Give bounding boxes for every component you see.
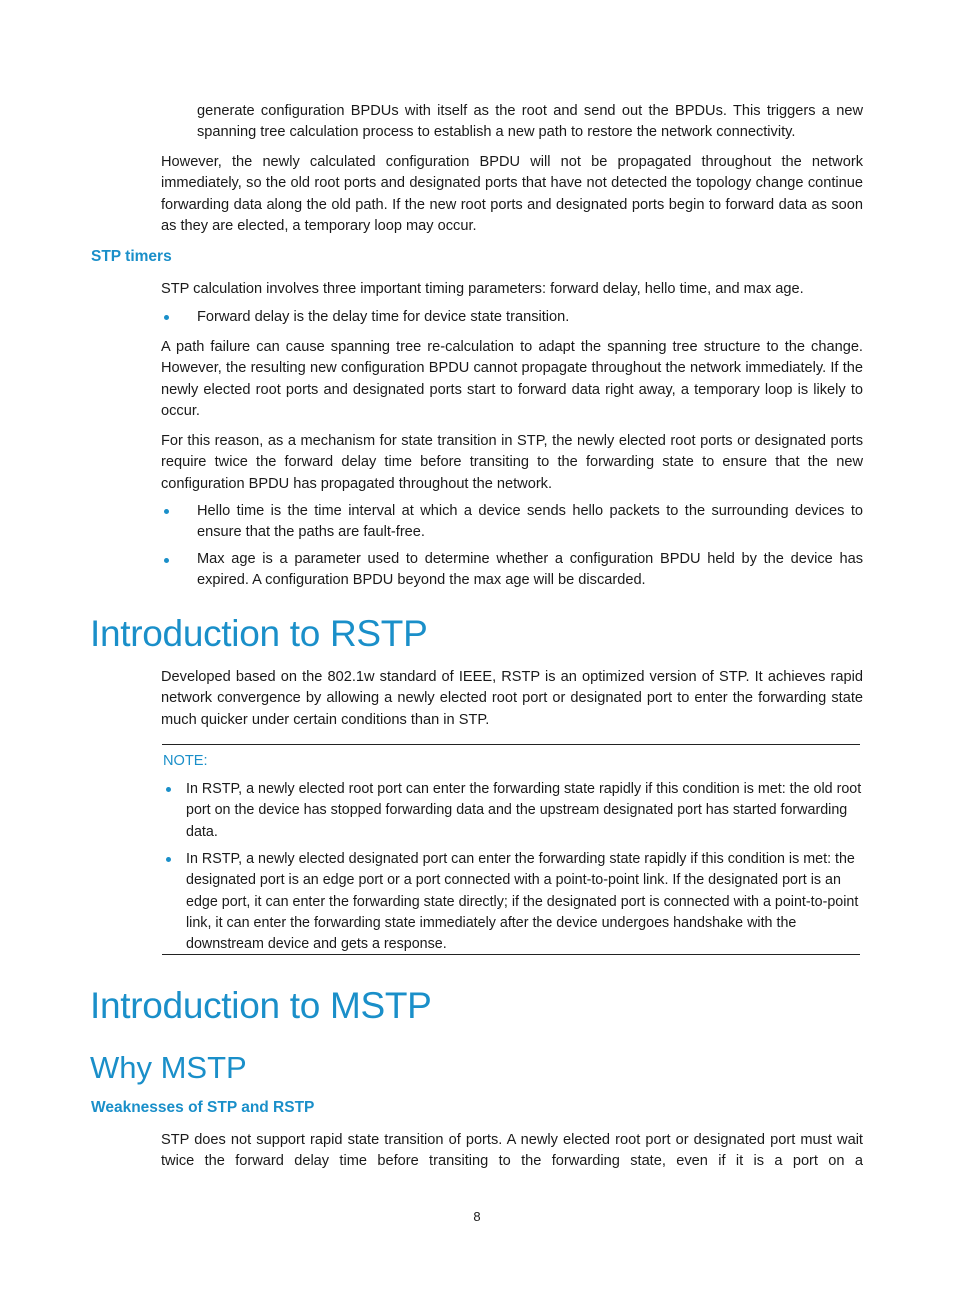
bullet-dot-icon (166, 787, 171, 792)
page-number: 8 (473, 1209, 481, 1224)
note-item-root-port: In RSTP, a newly elected root port can enter the forwarding state rapidly if this condition is met: the old root port on the device has stopped forwarding data and the upstream designated port has started forwarding data. (186, 781, 862, 840)
bullet-hello-time: Hello time is the time interval at which a device sends hello packets to the surrounding devices to ensure that the paths are fault-free. (197, 503, 863, 541)
path-failure-paragraph: A path failure can cause spanning tree re-calculation to adapt the spanning tree structure to the change. However, the resulting new configuration BPDU cannot propagate throughout the network immediately. If the newly elected root ports and designated ports start to forward data right away, a temporary loop is likely to occur. (161, 339, 863, 419)
bullet-max-age: Max age is a parameter used to determine whether a configuration BPDU held by the device has expired. A configuration BPDU beyond the max age will be discarded. (197, 551, 863, 589)
bullet-dot-icon (164, 315, 169, 320)
bullet-dot-icon (166, 857, 171, 862)
rstp-paragraph: Developed based on the 802.1w standard of IEEE, RSTP is an optimized version of STP. It achieves rapid network convergence by allowing a newly elected root port or designated port to enter the forwarding state much quicker under certain conditions than in STP. (161, 669, 863, 728)
however-paragraph: However, the newly calculated configuration BPDU will not be propagated throughout the network immediately, so the old root ports and designated ports that have not detected the topology change continue forwarding data along the old path. If the new root ports and designated ports begin to forward data as soon as they are elected, a temporary loop may occur. (161, 154, 863, 234)
note-bottom-rule (162, 954, 860, 955)
note-label: NOTE: (163, 753, 208, 769)
reason-paragraph: For this reason, as a mechanism for state transition in STP, the newly elected root ports or designated ports require twice the forward delay time before transiting to the forwarding state to ensure that the new configuration BPDU has propagated throughout the network. (161, 433, 863, 492)
note-item-designated-port: In RSTP, a newly elected designated port can enter the forwarding state rapidly if this condition is met: the designated port is an edge port or a port connected with a point-to-point link. If the designated port is an edge port, it can enter the forwarding state directly; if the designated port is connected with a point-to-point link, it can enter the forwarding state immediately after the device undergoes handshake with the downstream device and gets a response. (186, 851, 859, 953)
stp-timers-intro: STP calculation involves three important timing parameters: forward delay, hello time, and max age. (161, 281, 804, 297)
note-top-rule (162, 744, 860, 745)
weaknesses-heading: Weaknesses of STP and RSTP (91, 1099, 315, 1116)
bullet-dot-icon (164, 558, 169, 563)
mstp-heading: Introduction to MSTP (90, 985, 432, 1026)
mstp-paragraph: STP does not support rapid state transition of ports. A newly elected root port or designated port must wait twice the forward delay time before transiting to the forwarding state, even if it is a port on a (161, 1132, 863, 1170)
rstp-heading: Introduction to RSTP (90, 613, 428, 654)
bullet-dot-icon (164, 509, 169, 514)
why-mstp-heading: Why MSTP (90, 1050, 247, 1085)
stp-timers-heading: STP timers (91, 248, 172, 265)
continuation-paragraph: generate configuration BPDUs with itself as the root and send out the BPDUs. This triggers a new spanning tree calculation process to establish a new path to restore the network connectivity. (197, 103, 863, 141)
bullet-forward-delay: Forward delay is the delay time for device state transition. (197, 309, 570, 325)
